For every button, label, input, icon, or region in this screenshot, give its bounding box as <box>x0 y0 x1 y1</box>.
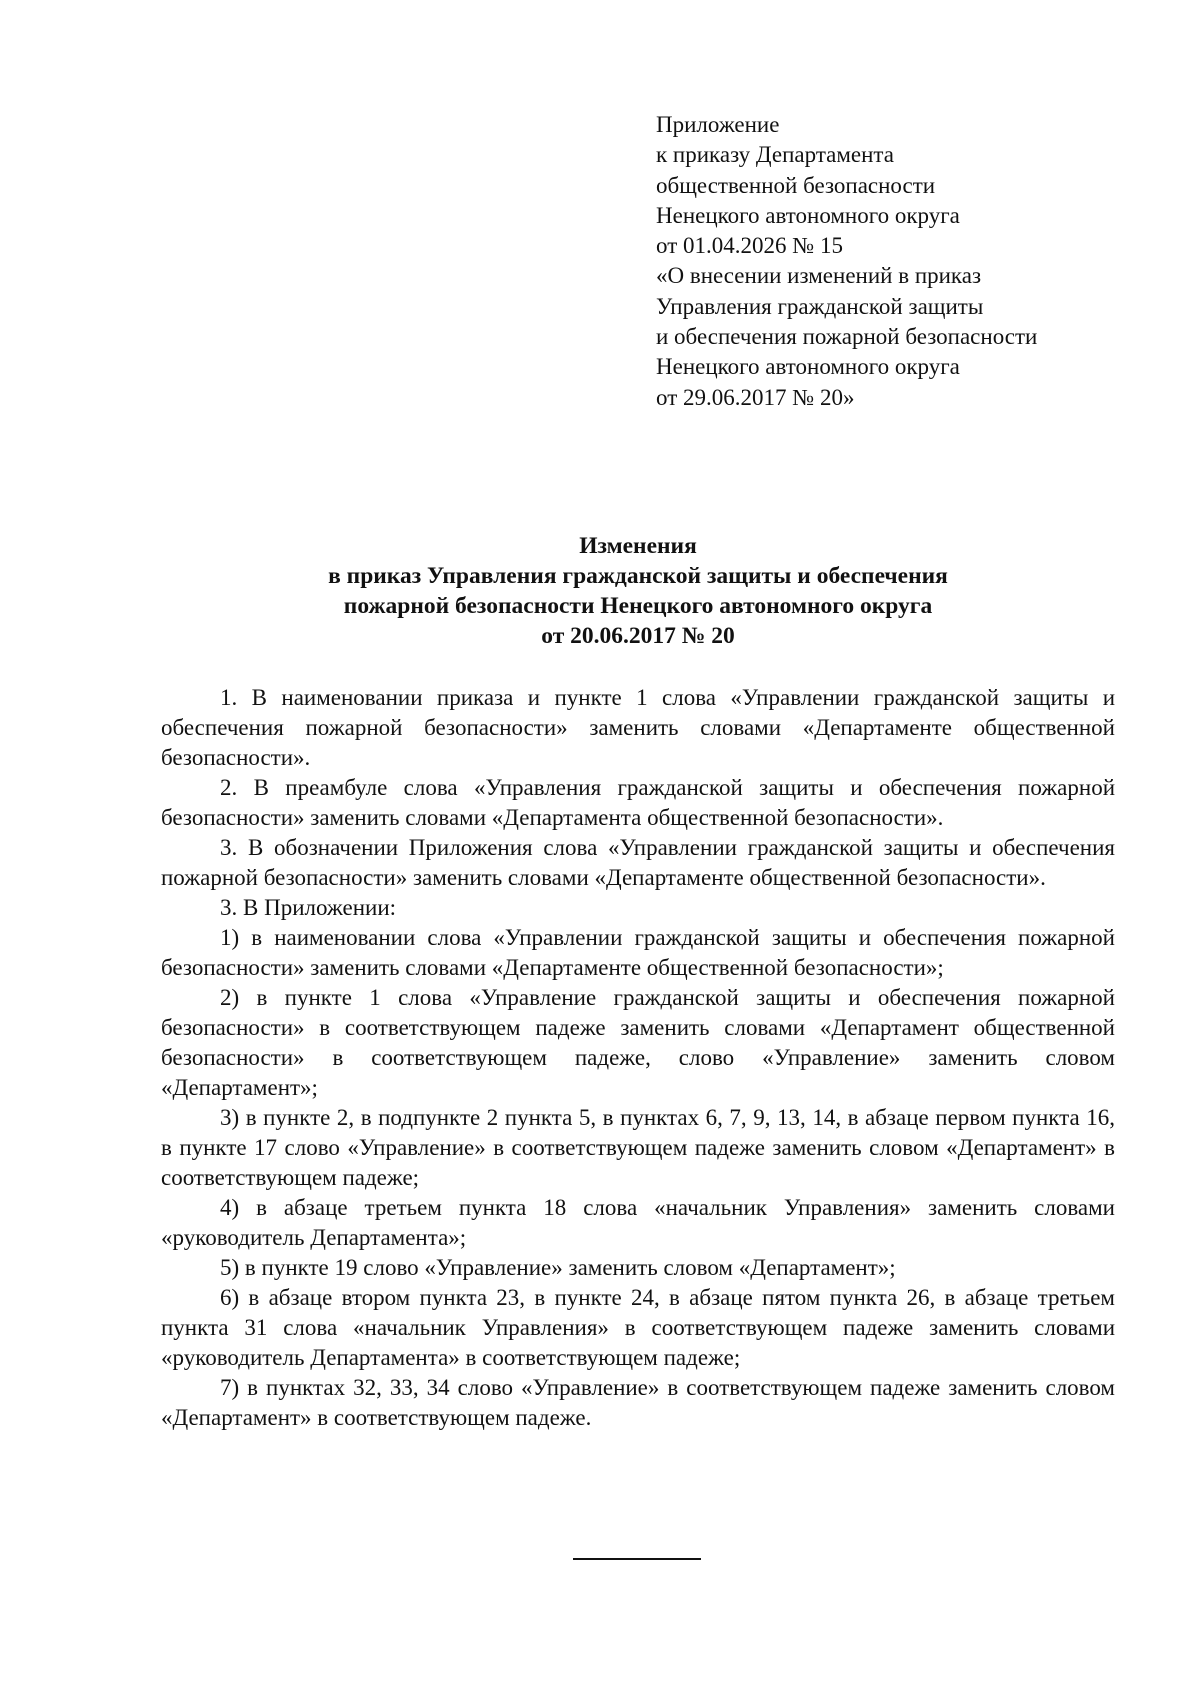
document-body <box>161 683 1115 1433</box>
paragraph: 5) в пункте 19 слово «Управление» заменить словом «Департамент»; <box>220 1255 896 1280</box>
paragraph: 7) в пунктах 32, 33, 34 слово «Управление» в соответствующем падеже заменить словом «Департамент» в соответствующем падеже. <box>161 1375 1115 1430</box>
appendix-line: Ненецкого автономного округа <box>656 354 960 380</box>
title-line: от 20.06.2017 № 20 <box>541 623 735 649</box>
paragraph: 3. В Приложении: <box>220 895 397 920</box>
title-line: Изменения <box>579 533 697 559</box>
title-line: пожарной безопасности Ненецкого автономного округа <box>343 593 933 619</box>
paragraph: 2) в пункте 1 слова «Управление гражданской защиты и обеспечения пожарной безопасности» в соответствующем падеже заменить словами «Департамент общественной безопасности» в соответствующем падеже, слово «Управление» заменить словом «Департамент»; <box>161 985 1115 1100</box>
paragraph: 1. В наименовании приказа и пункте 1 слова «Управлении гражданской защиты и обеспечения пожарной безопасности» заменить словами «Департаменте общественной безопасности». <box>161 685 1115 770</box>
document-title <box>160 531 1116 651</box>
paragraph: 3. В обозначении Приложения слова «Управлении гражданской защиты и обеспечения пожарной безопасности» заменить словами «Департаменте общественной безопасности». <box>161 835 1115 890</box>
paragraph: 1) в наименовании слова «Управлении гражданской защиты и обеспечения пожарной безопасности» заменить словами «Департаменте общественной безопасности»; <box>161 925 1115 980</box>
paragraph: 2. В преамбуле слова «Управления гражданской защиты и обеспечения пожарной безопасности» заменить словами «Департамента общественной безопасности». <box>161 775 1115 830</box>
paragraph: 3) в пункте 2, в подпункте 2 пункта 5, в пунктах 6, 7, 9, 13, 14, в абзаце первом пункта 16, в пункте 17 слово «Управление» в соответствующем падеже заменить словом «Департамент» в соответствующем падеже; <box>161 1105 1115 1190</box>
paragraph: 4) в абзаце третьем пункта 18 слова «начальник Управления» заменить словами «руководитель Департамента»; <box>161 1195 1115 1250</box>
appendix-line: общественной безопасности <box>656 172 936 198</box>
appendix-line: от 29.06.2017 № 20» <box>656 384 855 410</box>
appendix-line: «О внесении изменений в приказ <box>656 263 982 289</box>
title-line: в приказ Управления гражданской защиты и обеспечения <box>328 563 948 589</box>
appendix-line: к приказу Департамента <box>656 142 894 168</box>
appendix-line: Ненецкого автономного округа <box>656 202 960 228</box>
paragraph: 6) в абзаце втором пункта 23, в пункте 24, в абзаце пятом пункта 26, в абзаце третьем пункта 31 слова «начальник Управления» в соответствующем падеже заменить словами «руководитель Департамента» в соответствующем падеже; <box>161 1285 1115 1370</box>
appendix-line: и обеспечения пожарной безопасности <box>656 324 1038 350</box>
end-divider <box>573 1558 701 1560</box>
appendix-line: Управления гражданской защиты <box>656 293 984 319</box>
appendix-line: от 01.04.2026 № 15 <box>656 233 843 259</box>
appendix-header <box>656 110 1156 413</box>
appendix-line: Приложение <box>656 112 780 137</box>
